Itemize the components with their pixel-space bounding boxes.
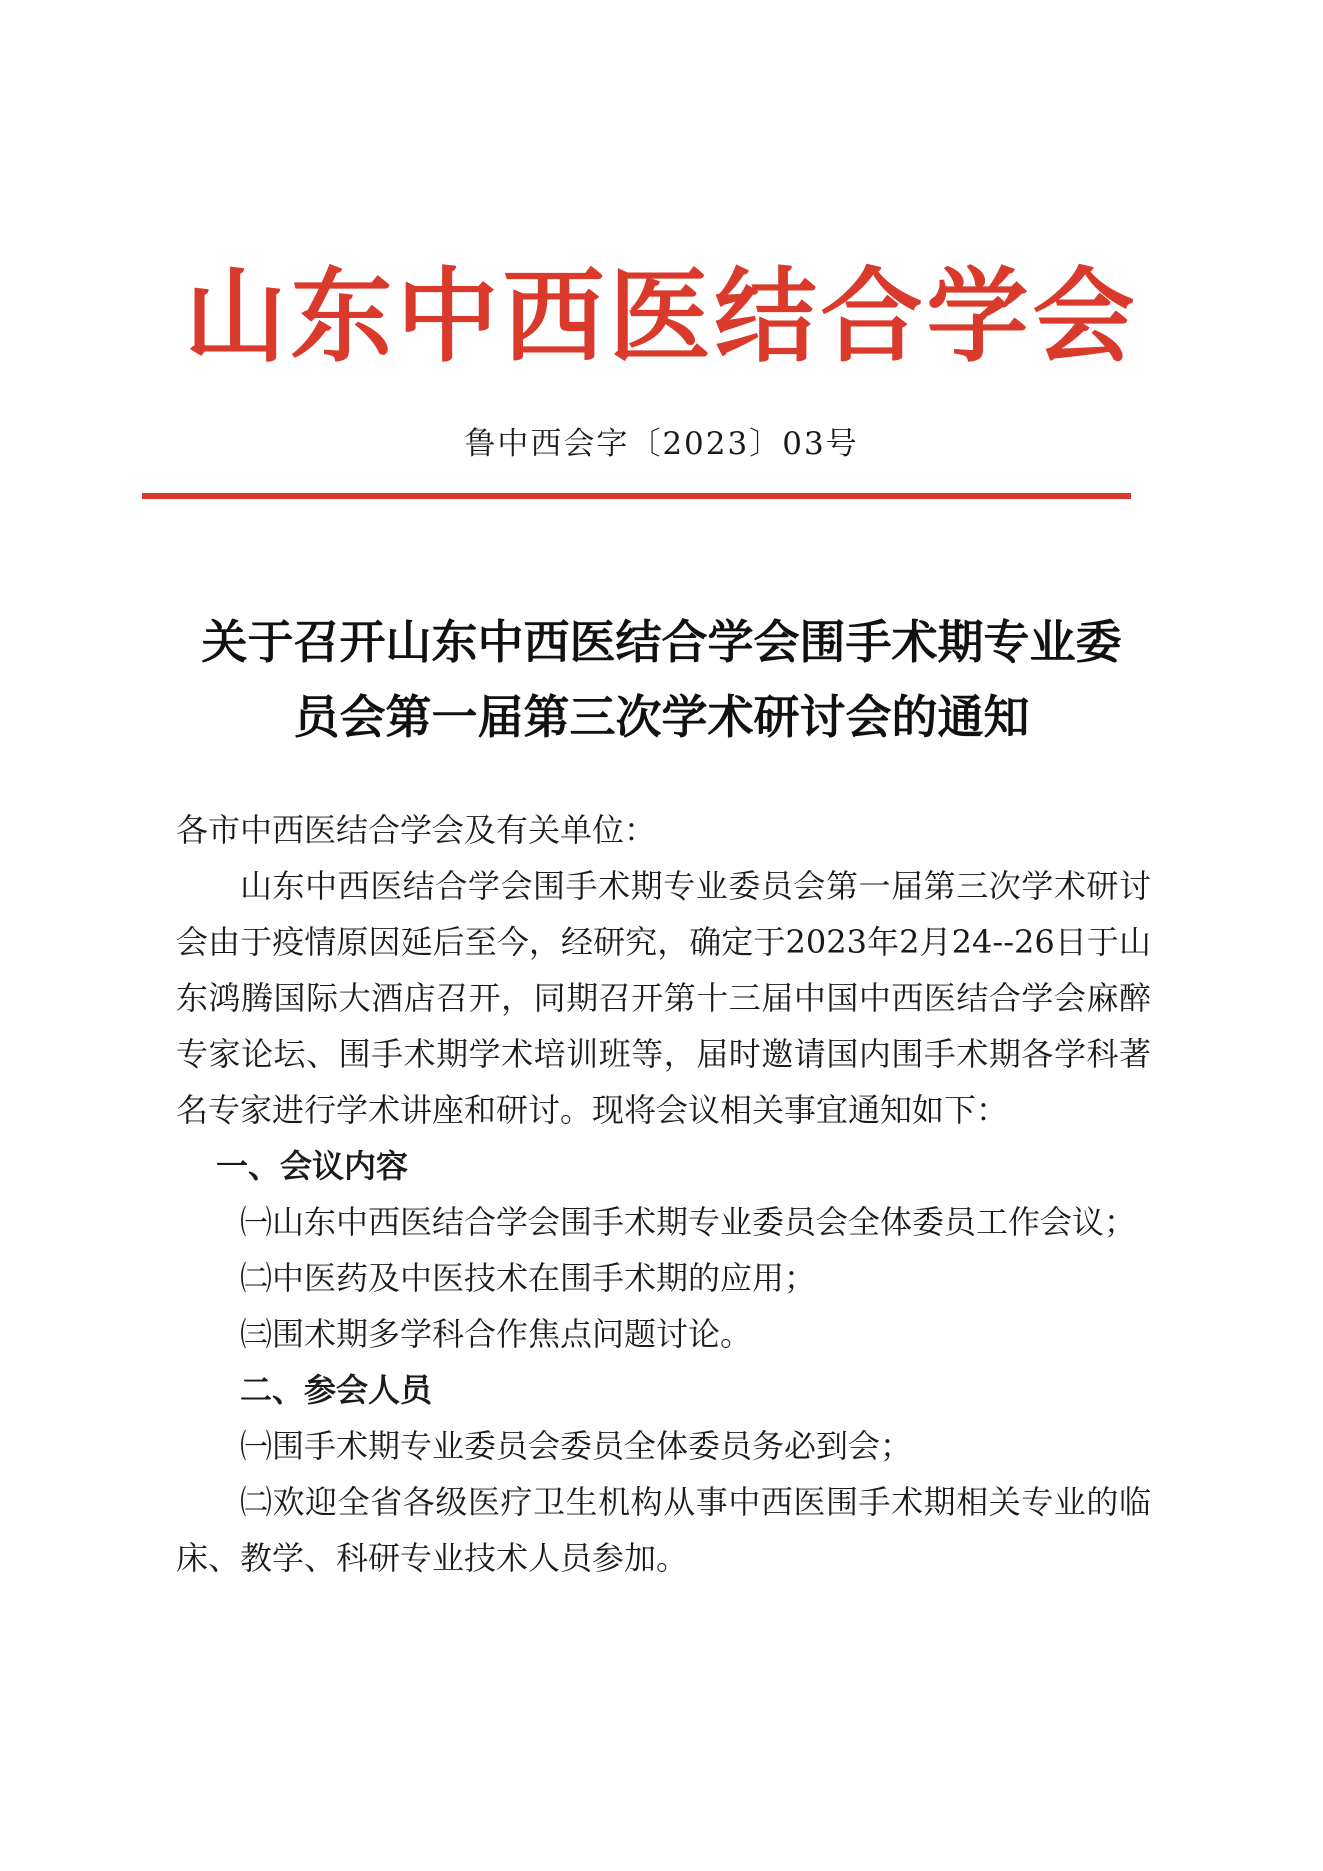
- section-heading-attendees: 二、参会人员: [240, 1371, 433, 1409]
- list-item: ㈠围手术期专业委员会委员全体委员务必到会；: [240, 1427, 913, 1465]
- organization-header: 山东中西医结合学会: [184, 258, 1139, 377]
- list-item: ㈠山东中西医结合学会围手术期专业委员会全体委员工作会议；: [240, 1203, 1137, 1241]
- list-item: ㈢围术期多学科合作焦点问题讨论。: [240, 1315, 753, 1353]
- header-divider: [142, 493, 1131, 499]
- list-item: ㈡欢迎全省各级医疗卫生机构从事中西医围手术期相关专业的临床、教学、科研专业技术人员参加。: [176, 1483, 1151, 1577]
- list-item: ㈡中医药及中医技术在围手术期的应用；: [240, 1259, 817, 1297]
- document-body: [176, 802, 1151, 1586]
- title-line-1: 关于召开山东中西医结合学会围手术期专业委: [201, 615, 1122, 669]
- document-title: [170, 605, 1153, 755]
- title-line-2: 员会第一届第三次学术研讨会的通知: [293, 690, 1030, 744]
- document-number: 鲁中西会字〔2023〕03号: [464, 426, 859, 462]
- intro-paragraph: 山东中西医结合学会围手术期专业委员会第一届第三次学术研讨会由于疫情原因延后至今，经研究，确定于2023年2月24--26日于山东鸿腾国际大酒店召开，同期召开第十三届中国中西医结合学会麻醉专家论坛、围手术期学术培训班等，届时邀请国内围手术期各学科著名专家进行学术讲座和研讨。现将会议相关事宜通知如下：: [176, 867, 1151, 1129]
- section-heading-meeting-content: 一、会议内容: [216, 1147, 409, 1185]
- salutation: 各市中西医结合学会及有关单位：: [176, 811, 657, 849]
